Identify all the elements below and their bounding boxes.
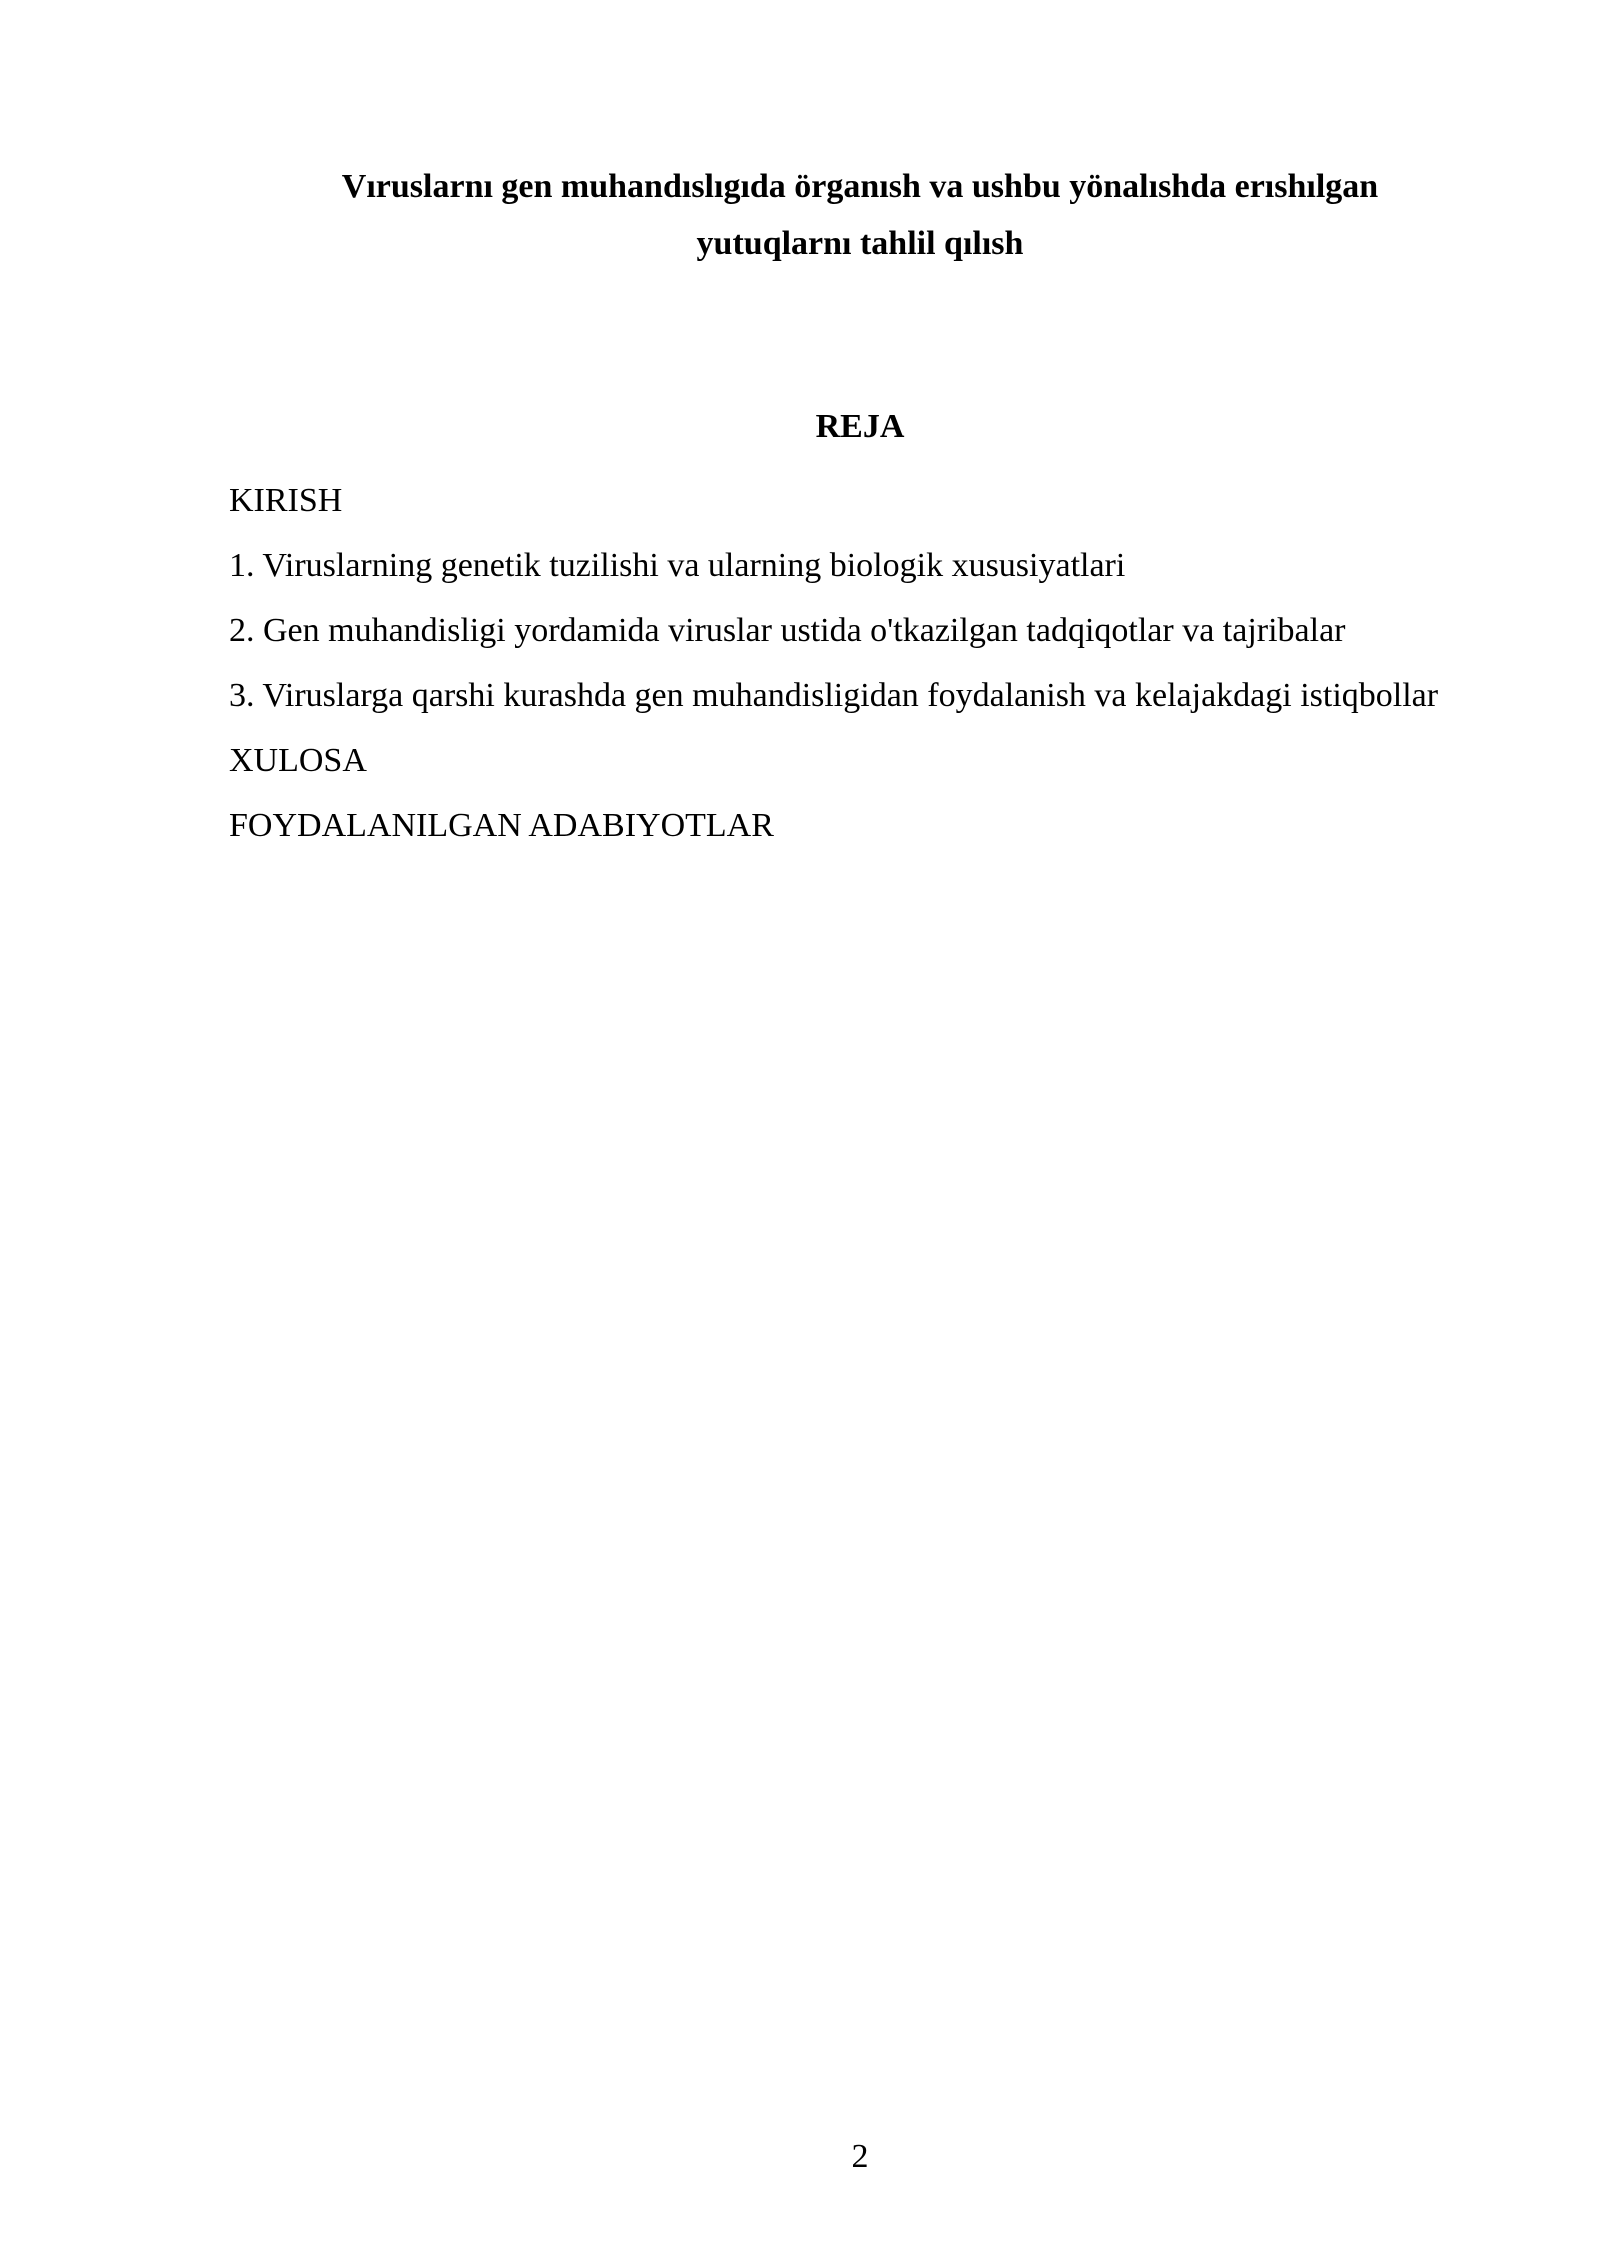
plan-item-references: FOYDALANILGAN ADABIYOTLAR [229, 807, 774, 844]
plan-item-1: 1. Viruslarning genetik tuzilishi va ularning biologik xususiyatlari [229, 547, 1126, 584]
page-number: 2 [851, 2138, 869, 2175]
plan-item-2: 2. Gen muhandisligi yordamida viruslar ustida o'tkazilgan tadqiqotlar va tajribalar [229, 612, 1346, 649]
plan-heading: REJA [815, 408, 905, 445]
plan-item-conclusion: XULOSA [229, 742, 367, 779]
plan-item-3: 3. Viruslarga qarshi kurashda gen muhandisligidan foydalanish va kelajakdagi istiqbollar [229, 677, 1439, 714]
plan-item-introduction: KIRISH [229, 482, 343, 519]
document-title-line-1: Vıruslarnı gen muhandıslıgıda örganısh va ushbu yönalıshda erıshılgan [341, 168, 1379, 205]
document-title-line-2: yutuqlarnı tahlil qılısh [696, 225, 1024, 262]
plan-list [229, 472, 1529, 862]
document-title [230, 158, 1490, 272]
